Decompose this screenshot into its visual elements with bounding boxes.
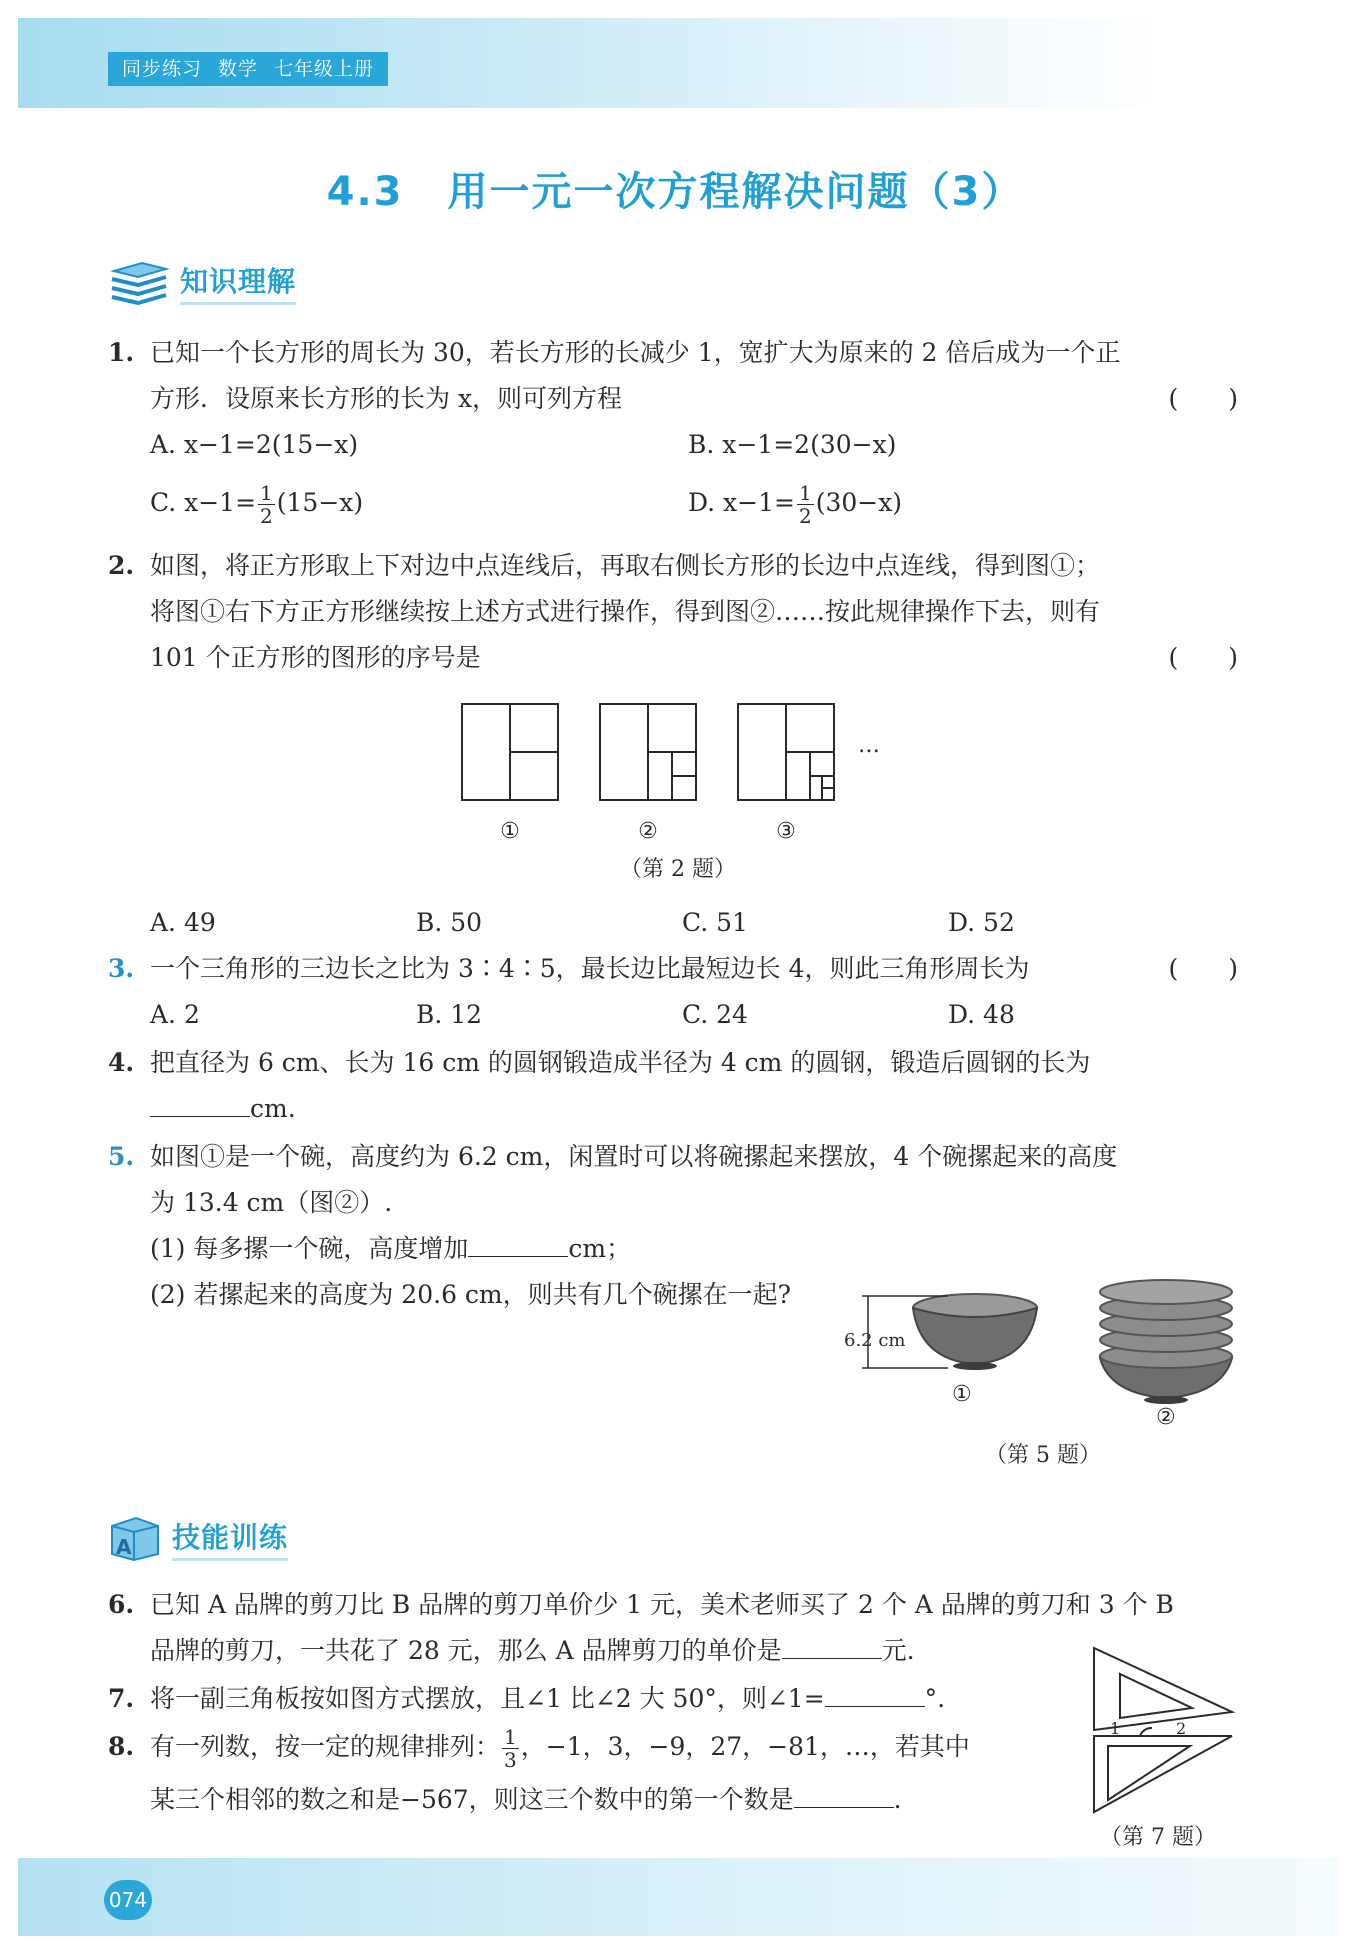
figure-caption: （第 5 题） bbox=[985, 1443, 1101, 1468]
lesson-title bbox=[0, 160, 1350, 217]
option-a: A. 49 bbox=[150, 908, 216, 937]
bowl-stack-icon bbox=[1100, 1280, 1232, 1404]
question-text-line: 品牌的剪刀，一共花了 28 元，那么 A 品牌剪刀的单价是 bbox=[150, 1636, 782, 1665]
question-4 bbox=[108, 1040, 1238, 1132]
question-text-line: 某三个相邻的数之和是−567，则这三个数中的第一个数是 bbox=[150, 1785, 794, 1814]
question-text-line: 为 13.4 cm（图②）. bbox=[150, 1188, 393, 1217]
fraction bbox=[797, 482, 814, 527]
page-number: 074 bbox=[104, 1880, 152, 1920]
option-c-post: (15−x) bbox=[276, 488, 364, 517]
question-6 bbox=[108, 1582, 1238, 1674]
option-c: C. 24 bbox=[682, 1000, 748, 1029]
question-text-post: °. bbox=[924, 1684, 946, 1713]
question-number: 8. bbox=[108, 1732, 135, 1761]
answer-blank bbox=[825, 1678, 925, 1707]
section-label: 知识理解 bbox=[180, 260, 296, 305]
bottom-decor-band bbox=[18, 1858, 1338, 1936]
option-d bbox=[688, 480, 902, 527]
question-text-line: 101 个正方形的图形的序号是 bbox=[150, 643, 481, 672]
question-3 bbox=[108, 946, 1238, 1038]
question-text-line: 有一列数，按一定的规律排列： bbox=[150, 1732, 501, 1761]
option-d-pre: D. x−1= bbox=[688, 488, 795, 517]
fraction-numerator: 1 bbox=[260, 481, 273, 505]
set-square-figure bbox=[1080, 1640, 1240, 1816]
book-header-tag bbox=[108, 52, 388, 86]
option-b: B. 50 bbox=[416, 908, 483, 937]
books-icon bbox=[108, 259, 170, 305]
height-label: 6.2 cm bbox=[844, 1330, 906, 1351]
question-number: 2. bbox=[108, 551, 135, 580]
question-number: 6. bbox=[108, 1590, 135, 1619]
option-a: A. 2 bbox=[150, 1000, 200, 1029]
answer-paren: ( ) bbox=[1168, 954, 1238, 983]
question-number: 5. bbox=[108, 1142, 135, 1171]
answer-blank bbox=[782, 1630, 882, 1659]
question-text-line: 已知一个长方形的周长为 30，若长方形的长减少 1，宽扩大为原来的 2 倍后成为一个正 bbox=[150, 338, 1121, 367]
option-d: D. 48 bbox=[948, 1000, 1015, 1029]
question-7 bbox=[108, 1676, 1048, 1722]
answer-blank bbox=[468, 1228, 568, 1257]
question-text-post: . bbox=[893, 1785, 902, 1814]
question-text-line: 把直径为 6 cm、长为 16 cm 的圆钢锻造成半径为 4 cm 的圆钢，锻造后圆钢的长为 bbox=[150, 1048, 1091, 1077]
option-c bbox=[150, 480, 688, 527]
option-b: B. 12 bbox=[416, 1000, 483, 1029]
question-number: 4. bbox=[108, 1048, 135, 1077]
section-label: 技能训练 bbox=[172, 1516, 288, 1561]
question-text-post: cm. bbox=[250, 1094, 296, 1123]
subject-name: 数学 bbox=[218, 58, 259, 80]
option-c-pre: C. x−1= bbox=[150, 488, 257, 517]
question-8 bbox=[108, 1724, 1068, 1823]
question-text-line: 已知 A 品牌的剪刀比 B 品牌的剪刀单价少 1 元，美术老师买了 2 个 A 品牌的剪刀和 3 个 B bbox=[150, 1590, 1174, 1619]
angle-2-label: 2 bbox=[1176, 1719, 1187, 1738]
question-text-line: ，−1，3，−9，27，−81，…，若其中 bbox=[520, 1732, 970, 1761]
answer-blank bbox=[794, 1779, 894, 1808]
subquestion-1: (1) 每多摞一个碗，高度增加 bbox=[150, 1234, 469, 1263]
section-skills bbox=[108, 1508, 288, 1568]
answer-paren: ( ) bbox=[1168, 643, 1238, 672]
question-number: 7. bbox=[108, 1684, 135, 1713]
fraction-denominator: 2 bbox=[260, 504, 273, 528]
bowl-figure bbox=[840, 1248, 1240, 1438]
book-name: 同步练习 bbox=[122, 58, 203, 80]
question-text-line: 如图①是一个碗，高度约为 6.2 cm，闲置时可以将碗摞起来摆放，4 个碗摞起来的高度 bbox=[150, 1142, 1118, 1171]
lesson-title-text: 用一元一次方程解决问题（3） bbox=[447, 169, 1024, 215]
svg-text:A: A bbox=[116, 1535, 132, 1559]
question-text-line: 一个三角形的三边长之比为 3∶4∶5，最长边比最短边长 4，则此三角形周长为 bbox=[150, 954, 1030, 983]
figure-caption: （第 7 题） bbox=[1100, 1825, 1216, 1850]
figure-1 bbox=[462, 704, 558, 800]
question-text-line: 将图①右下方正方形继续按上述方式进行操作，得到图②……按此规律操作下去，则有 bbox=[150, 597, 1101, 626]
section-knowledge bbox=[108, 252, 296, 312]
option-a: A. x−1=2(15−x) bbox=[150, 430, 359, 459]
lesson-number: 4.3 bbox=[326, 169, 404, 215]
bowl-single-icon bbox=[913, 1294, 1037, 1370]
grade-name: 七年级上册 bbox=[274, 58, 375, 80]
question-text-post: 元. bbox=[881, 1636, 915, 1665]
question-1 bbox=[108, 330, 1238, 527]
fraction bbox=[258, 482, 275, 527]
fraction-denominator: 3 bbox=[504, 1748, 517, 1772]
fraction-numerator: 1 bbox=[504, 1725, 517, 1749]
figure-3 bbox=[738, 704, 834, 800]
figure-caption: （第 2 题） bbox=[620, 857, 736, 882]
question-text-line: 如图，将正方形取上下对边中点连线后，再取右侧长方形的长边中点连线，得到图①； bbox=[150, 551, 1101, 580]
subquestion-1-post: cm； bbox=[568, 1234, 632, 1263]
question-number: 3. bbox=[108, 954, 135, 983]
square-division-figure bbox=[450, 700, 880, 850]
figure-label-1: ① bbox=[500, 819, 520, 844]
answer-blank bbox=[150, 1088, 250, 1117]
bowl-label-2: ② bbox=[1156, 1405, 1176, 1430]
fraction bbox=[502, 1726, 519, 1771]
figure-2 bbox=[600, 704, 696, 800]
figure-label-2: ② bbox=[638, 819, 658, 844]
question-2 bbox=[108, 543, 1238, 681]
bowl-label-1: ① bbox=[952, 1382, 972, 1407]
question-text-line: 方形．设原来长方形的长为 x，则可列方程 bbox=[150, 384, 623, 413]
fraction-denominator: 2 bbox=[798, 504, 812, 528]
option-c: C. 51 bbox=[682, 908, 748, 937]
angle-1-label: 1 bbox=[1110, 1719, 1121, 1738]
subquestion-2: (2) 若摞起来的高度为 20.6 cm，则共有几个碗摞在一起? bbox=[150, 1280, 792, 1309]
figure-ellipsis: … bbox=[858, 733, 880, 758]
question-2-options bbox=[108, 900, 1238, 946]
option-d: D. 52 bbox=[948, 908, 1015, 937]
letter-a-cube-icon bbox=[108, 1514, 162, 1562]
option-b: B. x−1=2(30−x) bbox=[688, 430, 897, 459]
question-number: 1. bbox=[108, 338, 135, 367]
fraction-numerator: 1 bbox=[798, 481, 812, 505]
option-d-post: (30−x) bbox=[815, 488, 903, 517]
question-text-line: 将一副三角板按如图方式摆放，且∠1 比∠2 大 50°，则∠1= bbox=[150, 1684, 825, 1713]
figure-label-3: ③ bbox=[776, 819, 796, 844]
answer-paren: ( ) bbox=[1168, 384, 1238, 413]
